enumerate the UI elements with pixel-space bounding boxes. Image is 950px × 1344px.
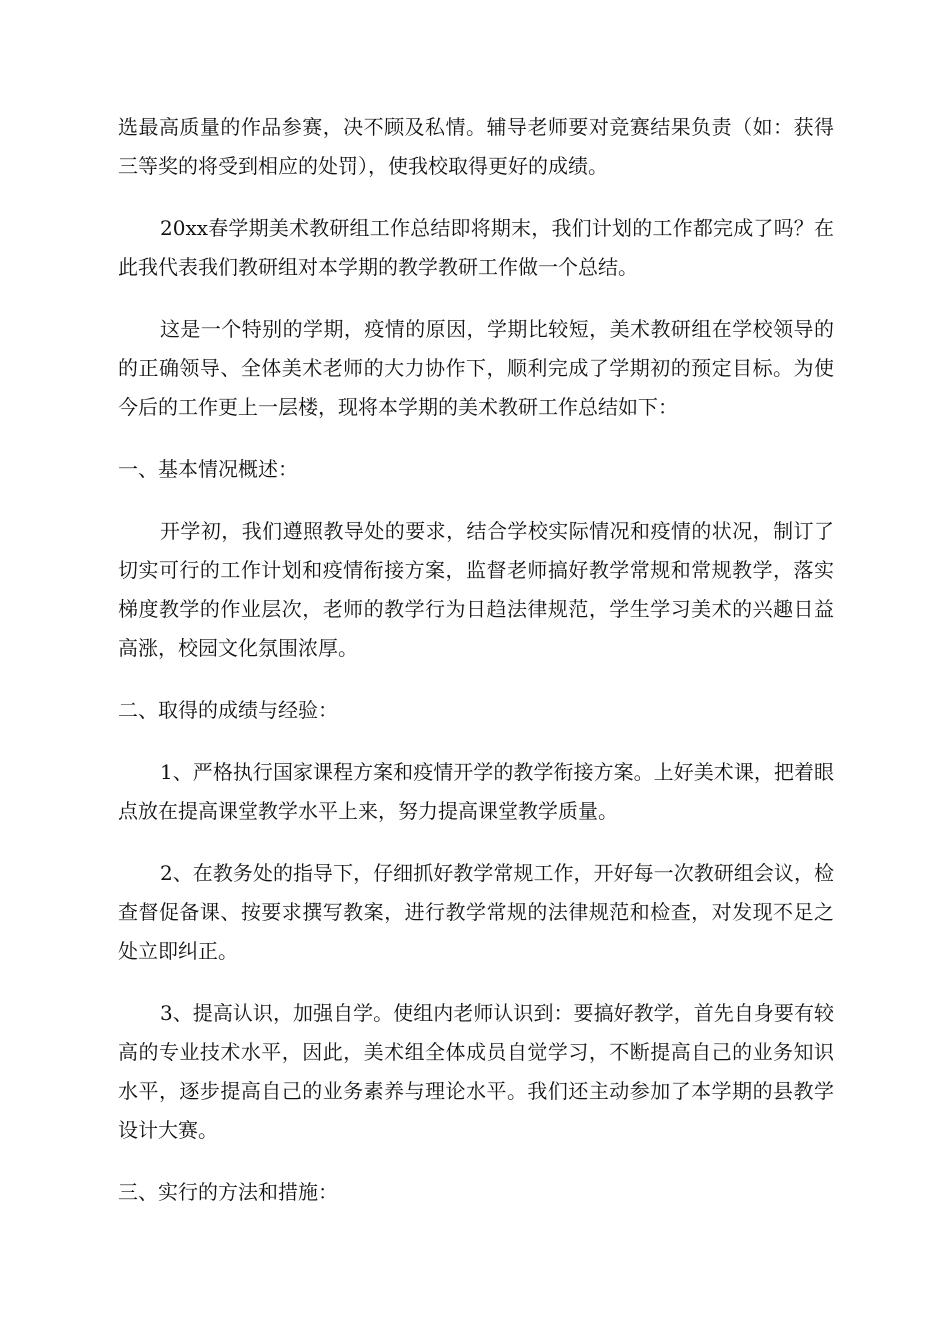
paragraph-summary-opening: 20xx春学期美术教研组工作总结即将期末，我们计划的工作都完成了吗？在此我代表我们教研组对本学期的教学教研工作做一个总结。 [118,216,834,279]
paragraph-intro-continuation: 选最高质量的作品参赛，决不顾及私情。辅导老师要对竞赛结果负责（如：获得三等奖的将受到相应的处罚），使我校取得更好的成绩。 [118,115,834,178]
paragraph-achievement-3: 3、提高认识，加强自学。使组内老师认识到：要搞好教学，首先自身要有较高的专业技术水平，因此，美术组全体成员自觉学习，不断提高自己的业务知识水平，逐步提高自己的业务素养与理论水平。我们还主动参加了本学期的县教学设计大赛。 [118,1001,834,1142]
section-heading-basic-situation: 一、基本情况概述： [118,457,298,481]
document-page [118,108,834,1235]
paragraph-achievement-1: 1、严格执行国家课程方案和疫情开学的教学衔接方案。上好美术课，把着眼点放在提高课堂教学水平上来，努力提高课堂教学质量。 [118,760,834,823]
section-heading-achievements: 二、取得的成绩与经验： [118,698,338,722]
paragraph-achievement-2: 2、在教务处的指导下，仔细抓好教学常规工作，开好每一次教研组会议，检查督促备课、按要求撰写教案，进行教学常规的法律规范和检查，对发现不足之处立即纠正。 [118,861,834,963]
section-heading-methods: 三、实行的方法和措施： [118,1180,338,1204]
paragraph-basic-situation: 开学初，我们遵照教导处的要求，结合学校实际情况和疫情的状况，制订了切实可行的工作计划和疫情衔接方案，监督老师搞好教学常规和常规教学，落实梯度教学的作业层次，老师的教学行为日趋法律规范，学生学习美术的兴趣日益高涨，校园文化氛围浓厚。 [118,519,834,660]
paragraph-semester-overview: 这是一个特别的学期，疫情的原因，学期比较短，美术教研组在学校领导的的正确领导、全体美术老师的大力协作下，顺利完成了学期初的预定目标。为使今后的工作更上一层楼，现将本学期的美术教研工作总结如下： [118,317,834,419]
